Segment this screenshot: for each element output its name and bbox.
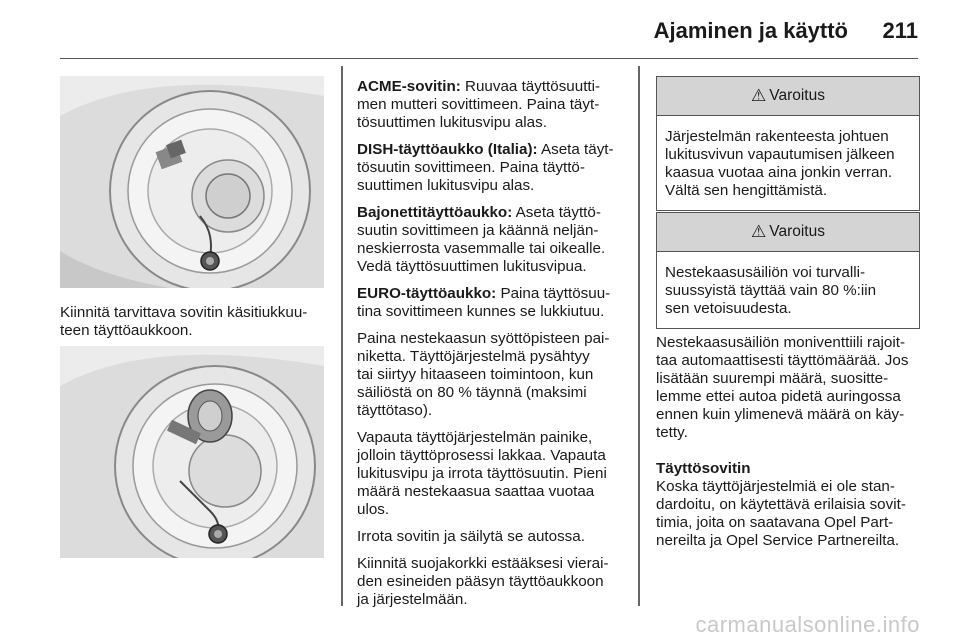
column-divider-2 [638, 66, 640, 606]
warning-header: ⚠ Varoitus [657, 77, 919, 116]
column-divider-1 [341, 66, 343, 606]
right-column [656, 334, 922, 559]
warning-box-1 [656, 76, 920, 211]
header-title: Ajaminen ja käyttö [653, 18, 848, 43]
page-header [60, 0, 918, 59]
warning-triangle-icon: ⚠ [751, 86, 767, 105]
warning-body: Nestekaasusäiliön voi turvalli- suussyistä täyttää vain 80 %:iin sen vetoisuudesta. [665, 264, 877, 317]
multivalve-paragraph: Nestekaasusäiliön moniventtiili rajoit- taa automaattisesti täyttömäärää. Jos lisätään suurempi määrä, suositte- lemme ettei autoa pidetä auringossa ennen kuin ylimenevä määrä on käy- tetty. [656, 334, 909, 441]
warning-header: ⚠ Varoitus [657, 213, 919, 252]
left-column [60, 304, 330, 349]
euro-paragraph: EURO-täyttöaukko: Paina täyttösuu- tina sovittimeen kunnes se lukkiutuu. [357, 285, 611, 320]
section-heading: Täyttösovitin [656, 460, 751, 477]
watermark: carmanualsonline.info [695, 612, 920, 637]
press-button-paragraph: Paina nestekaasun syöttöpisteen pai- niketta. Täyttöjärjestelmä pysähtyy tai siirtyy hitaaseen toimintoon, kun säiliöstä on 80 % täynnä (maksimi täyttötaso). [357, 330, 610, 419]
dish-paragraph: DISH-täyttöaukko (Italia): Aseta täyt- tösuutin sovittimeen. Paina täyttö- suuttimen lukitusvipu alas. [357, 141, 614, 194]
fuel-filler-illustration-2 [60, 346, 324, 558]
page-number: 211 [882, 18, 918, 43]
fit-cap-paragraph: Kiinnitä suojakorkki estääksesi vierai- den esineiden pääsyn täyttöaukkoon ja järjestelmään. [357, 555, 609, 608]
caption: Kiinnitä tarvittava sovitin käsitiukkuu- teen täyttöaukkoon. [60, 304, 308, 339]
warning-body: Järjestelmän rakenteesta johtuen lukitusvivun vapautumisen jälkeen kaasua vuotaa aina jonkin verran. Vältä sen hengittämistä. [665, 128, 895, 199]
remove-adapter-paragraph: Irrota sovitin ja säilytä se autossa. [357, 528, 585, 545]
warning-triangle-icon: ⚠ [751, 222, 767, 241]
warning-box-2 [656, 212, 920, 329]
acme-paragraph: ACME-sovitin: Ruuvaa täyttösuutti- men mutteri sovittimeen. Paina täyt- tösuuttimen lukitusvipu alas. [357, 78, 601, 131]
bayonet-paragraph: Bajonettitäyttöaukko: Aseta täyttö- suutin sovittimeen ja käännä neljän- neskierrosta vasemmalle tai oikealle. Vedä täyttösuuttimen lukitusvipua. [357, 204, 606, 275]
adapter-paragraph: Koska täyttöjärjestelmiä ei ole stan- dardoitu, on käytettävä erilaisia sovit- timia, joita on saatavana Opel Part- nereilta ja Opel Service Partnereilta. [656, 478, 906, 549]
release-button-paragraph: Vapauta täyttöjärjestelmän painike, jolloin täyttöprosessi lakkaa. Vapauta lukitusvipu ja irrota täyttösuutin. Pieni määrä nestekaasua saattaa vuotaa ulos. [357, 429, 607, 518]
middle-column [357, 78, 633, 618]
fuel-filler-illustration-1 [60, 76, 324, 288]
